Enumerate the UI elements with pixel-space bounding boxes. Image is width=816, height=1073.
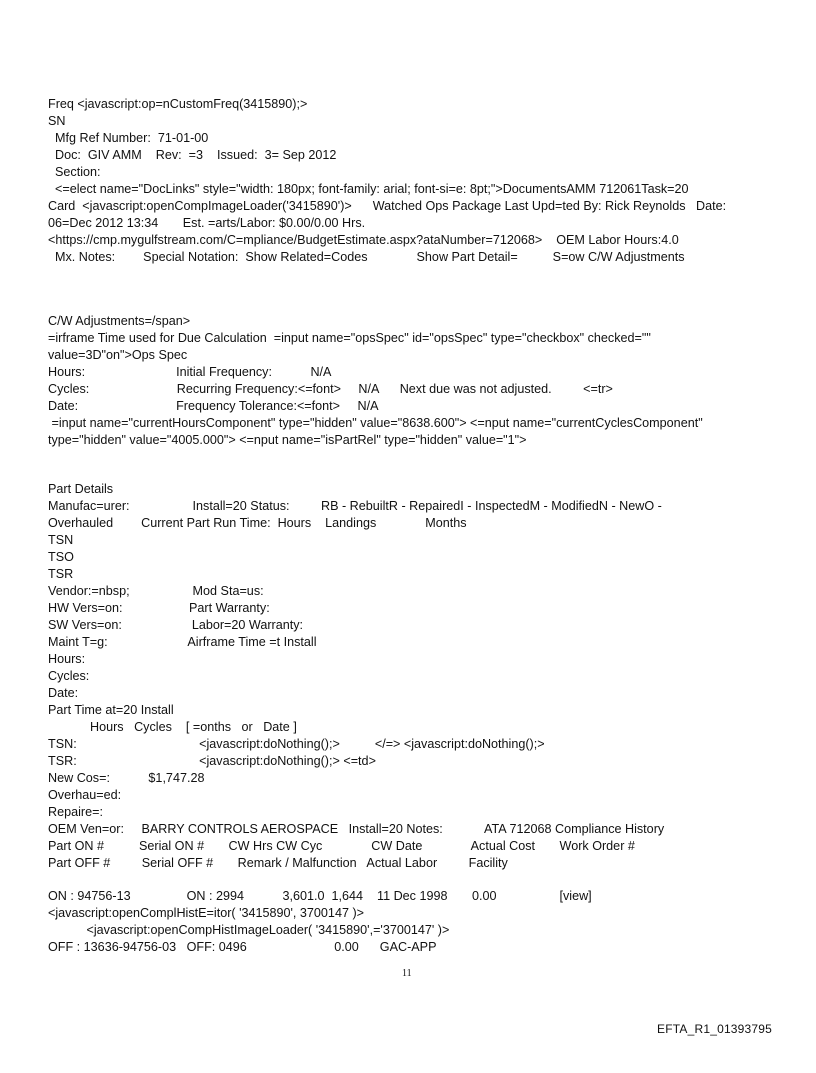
text-line: TSO xyxy=(48,550,74,564)
text-line: type="hidden" value="4005.000"> <=nput name="isPartRel" type="hidden" value="1"> xyxy=(48,433,527,447)
text-line: <javascript:openCompHistImageLoader( '3415890',='3700147' )> xyxy=(48,923,450,937)
text-line: Doc: GIV AMM Rev: =3 Issued: 3= Sep 2012 xyxy=(48,148,337,162)
text-line: 06=Dec 2012 13:34 Est. =arts/Labor: $0.00/0.00 Hrs. xyxy=(48,216,366,230)
text-line: Manufac=urer: Install=20 Status: RB - RebuiltR - RepairedI - InspectedM - ModifiedN - NewO - xyxy=(48,499,662,513)
text-line: <=elect name="DocLinks" style="width: 180px; font-family: arial; font-si=e: 8pt;">DocumentsAMM 712061Task=20 xyxy=(48,182,689,196)
text-line: SW Vers=on: Labor=20 Warranty: xyxy=(48,618,304,632)
text-line: HW Vers=on: Part Warranty: xyxy=(48,601,270,615)
text-line: Part ON # Serial ON # CW Hrs CW Cyc CW Date Actual Cost Work Order # xyxy=(48,839,635,853)
text-line: =input name="currentHoursComponent" type="hidden" value="8638.600"> <=nput name="currentCyclesComponent" xyxy=(48,416,703,430)
text-line: Part Time at=20 Install xyxy=(48,703,174,717)
text-line: value=3D"on">Ops Spec xyxy=(48,348,188,362)
text-line: <javascript:openComplHistE=itor( '3415890', 3700147 )> xyxy=(48,906,364,920)
text-line: Cycles: Recurring Frequency:<=font> N/A Next due was not adjusted. <=tr> xyxy=(48,382,613,396)
text-line: Hours: xyxy=(48,652,86,666)
text-line: Card <javascript:openCompImageLoader('3415890')> Watched Ops Package Last Upd=ted By: Rick Reynolds Date: xyxy=(48,199,727,213)
text-line: Date: Frequency Tolerance:<=font> N/A xyxy=(48,399,379,413)
text-line: Date: xyxy=(48,686,79,700)
text-line: Maint T=g: Airframe Time =t Install xyxy=(48,635,317,649)
text-line: Mfg Ref Number: 71-01-00 xyxy=(48,131,209,145)
text-line: Hours Cycles [ =onths or Date ] xyxy=(48,720,297,734)
text-line: <https://cmp.mygulfstream.com/C=mpliance/BudgetEstimate.aspx?ataNumber=712068> OEM Labor Hours:4.0 xyxy=(48,233,679,247)
text-line: Freq <javascript:op=nCustomFreq(3415890);> xyxy=(48,97,308,111)
text-line: Repaire=: xyxy=(48,805,103,819)
text-line: TSR: <javascript:doNothing();> <=td> xyxy=(48,754,376,768)
text-line: TSR xyxy=(48,567,74,581)
text-line: Mx. Notes: Special Notation: Show Related=Codes Show Part Detail= S=ow C/W Adjustments xyxy=(48,250,685,264)
page-number: 11 xyxy=(402,968,412,979)
bates-number: EFTA_R1_01393795 xyxy=(657,1022,773,1036)
text-line: Section: xyxy=(48,165,101,179)
text-line: Overhau=ed: xyxy=(48,788,122,802)
text-line: =irframe Time used for Due Calculation =input name="opsSpec" id="opsSpec" type="checkbox" checked="" xyxy=(48,331,651,345)
text-line: Overhauled Current Part Run Time: Hours Landings Months xyxy=(48,516,467,530)
text-line: TSN: <javascript:doNothing();> </=> <javascript:doNothing();> xyxy=(48,737,545,751)
text-line: OFF : 13636-94756-03 OFF: 0496 0.00 GAC-APP xyxy=(48,940,437,954)
text-line: Cycles: xyxy=(48,669,90,683)
text-line: Vendor:=nbsp; Mod Sta=us: xyxy=(48,584,264,598)
text-line: New Cos=: $1,747.28 xyxy=(48,771,205,785)
text-line: SN xyxy=(48,114,66,128)
text-line: OEM Ven=or: BARRY CONTROLS AEROSPACE Install=20 Notes: ATA 712068 Compliance History xyxy=(48,822,665,836)
section-heading: Part Details xyxy=(48,482,114,496)
text-line: Hours: Initial Frequency: N/A xyxy=(48,365,332,379)
text-line: Part OFF # Serial OFF # Remark / Malfunction Actual Labor Facility xyxy=(48,856,508,870)
text-line: C/W Adjustments=/span> xyxy=(48,314,191,328)
text-line: TSN xyxy=(48,533,74,547)
text-line: ON : 94756-13 ON : 2994 3,601.0 1,644 11 Dec 1998 0.00 [view] xyxy=(48,889,592,903)
